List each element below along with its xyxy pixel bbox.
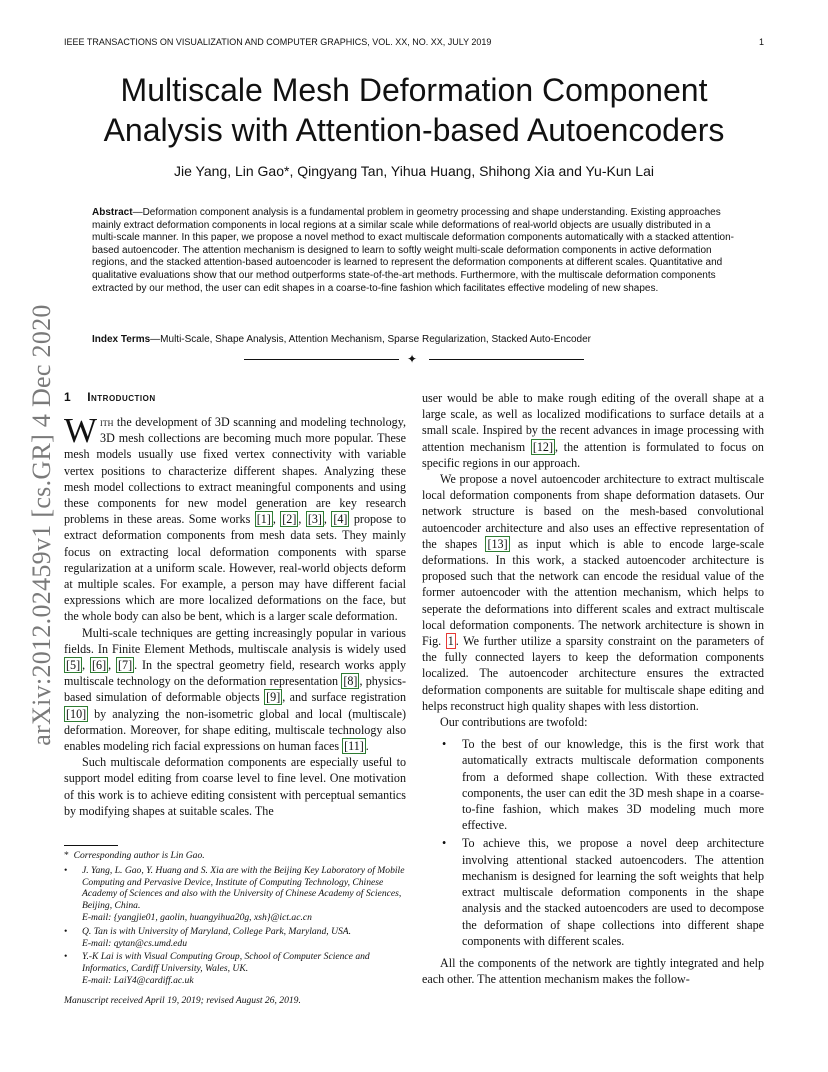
intro-paragraph-2: Multi-scale techniques are getting increasingly popular in various fields. In Finite Element Methods, multiscale analysis is widely used [5] , [6] , [7] . In the spectral geometry field, research works apply multiscale technology on the deformation representation [8] , physics-based simulation of deformable objects [9] , and surface registration [10] by analyzing the non-isometric global and local (multiscale) deformation. Moreover, for shape editing, multiscale technology also enables modeling rich facial expressions on human faces [11] .: [64, 625, 407, 754]
manuscript-dates: Manuscript received April 19, 2019; revised August 26, 2019.: [64, 994, 301, 1006]
intro-paragraph-1: With the development of 3D scanning and modeling technology, 3D mesh collections are becoming much more popular. These mesh models usually use fixed vertex connectivity with variable vertex positions to characterize different shapes. Analyzing these mesh model collections to extract meaningful components and using these components for new model generation are key research problems in these areas. Some works [1] , [2] , [3] , [4] propose to extract deformation components from mesh data sets. They mainly focus on extracting local deformation components with sparse regularization at a uniform scale. However, real-world objects deform at multiple scales. For example, a person may have different facial expressions which are more localized deformations on the face, but the whole body can also be bent, which is a larger scale deformation.: [64, 411, 406, 624]
citation-link[interactable]: [11]: [344, 739, 364, 754]
citation-link[interactable]: [2]: [282, 512, 297, 527]
right-column: [422, 390, 764, 987]
bullet-icon: •: [442, 737, 447, 752]
affiliation-item: • Q. Tan is with University of Maryland, College Park, Maryland, USA. E-mail: qytan@cs.umd.edu: [64, 925, 352, 949]
left-column: [64, 411, 407, 819]
section-number: 1: [64, 390, 72, 404]
citation-link[interactable]: [13]: [487, 536, 508, 551]
affiliation-item: • J. Yang, L. Gao, Y. Huang and S. Xia are with the Beijing Key Laboratory of Mobile Computing and Pervasive Device, Institute of Computing Technology, Chinese Academy of Sciences and also with the University of Chinese Academy of Sciences, Beijing, China. E-mail: {yangjie01, gaolin, huangyihua20g, xsh}@ict.ac.cn: [64, 864, 405, 923]
running-header: [64, 37, 764, 51]
bullet-icon: •: [64, 951, 68, 963]
divider-line-right: [429, 359, 584, 360]
section-divider: [244, 352, 584, 366]
section-heading: [64, 390, 156, 404]
author-list: Jie Yang, Lin Gao*, Qingyang Tan, Yihua Huang, Shihong Xia and Yu-Kun Lai: [174, 163, 654, 179]
intro-paragraph-3: Such multiscale deformation components are especially useful to support model editing from coarse level to fine level. One motivation of this work is to achieve editing consistent with perceptual semantics by modifying shapes at suitable scales. The: [64, 755, 406, 818]
index-terms-label: Index Terms: [92, 334, 151, 345]
paper-title: [40, 70, 788, 150]
bullet-icon: •: [64, 864, 68, 876]
intro-paragraph-5: We propose a novel autoencoder architecture to extract multiscale local deformation components from shape deformation datasets. Our network structure is based on the mesh-based convolutional autoencoder architecture and also uses an effective representation of the shapes [13] as input which is able to encode large-scale deformations. In this work, a stacked autoencoder architecture is proposed such that the network can encode the residual value of the former autoencoder with the attention mechanism, which helps to seperate the deformations into different scales and extract multiscale local deformation components. The network architecture is shown in Fig. 1 . We further utilize a sparsity constraint on the parameters of the fully connected layers to keep the deformation components localized. The autoencoder architecture ensures the extracted deformation components are suitable for multiscale shape editing and helps reconstruct high quality shapes with less distortion.: [422, 472, 764, 713]
page-number: 1: [758, 37, 764, 47]
dropcap-continuation: ith: [100, 415, 114, 429]
index-terms: [92, 334, 736, 347]
index-terms-text: —Multi-Scale, Shape Analysis, Attention Mechanism, Sparse Regularization, Stacked Auto-Encoder: [150, 334, 591, 345]
citation-link[interactable]: [12]: [532, 439, 553, 454]
figure-link[interactable]: 1: [447, 634, 454, 649]
bullet-icon: •: [442, 836, 447, 851]
citation-link[interactable]: [10]: [66, 706, 87, 721]
contribution-item: • To achieve this, we propose a novel deep architecture involving attentional stacked autoencoders. The attention mechanism is designed for learning the soft weights that help extract multiscale deformation components in the shape analysis and the stacked autoencoders are used to decompose the deformation of shape collections into different shape components with different scales.: [442, 836, 764, 948]
arxiv-stamp: [22, 290, 62, 760]
divider-line-left: [244, 359, 399, 360]
citation-link[interactable]: [6]: [92, 658, 107, 673]
citation-link[interactable]: [9]: [266, 690, 281, 705]
citation-link[interactable]: [7]: [118, 658, 133, 673]
intro-paragraph-6: All the components of the network are tightly integrated and help each other. The attention mechanism makes the follow-: [422, 955, 764, 987]
citation-link[interactable]: [5]: [66, 658, 81, 673]
paper-title-line-2: Analysis with Attention-based Autoencoders: [103, 112, 725, 148]
corresponding-author-note: * Corresponding author is Lin Gao.: [64, 850, 205, 861]
citation-link[interactable]: [3]: [307, 512, 322, 527]
bullet-icon: •: [64, 925, 68, 937]
dropcap: W: [64, 411, 98, 450]
footnote-rule: [64, 845, 118, 846]
contribution-item: • To the best of our knowledge, this is the first work that automatically extracts multiscale deformation components from a deformed shape collection. With these extracted components, the user can edit the 3D mesh shape in a coarse-to-fine fashion, which makes 3D modeling much more effective.: [442, 737, 764, 833]
intro-paragraph-4: user would be able to make rough editing of the overall shape at a large scale, as well as localized modifications to surface details at a small scale. Inspired by the recent advances in image processing with attention mechanism [12] , the attention is formulated to focus on specific regions in our approach.: [422, 391, 764, 470]
abstract: [92, 207, 736, 295]
divider-ornament-icon: ✦: [407, 352, 418, 366]
footnotes: [64, 850, 406, 1007]
affiliation-item: • Y.-K Lai is with Visual Computing Group, School of Computer Science and Informatics, Cardiff University, Wales, UK. E-mail: LaiY4@cardiff.ac.uk: [64, 951, 370, 986]
abstract-text: —Deformation component analysis is a fundamental problem in geometry processing and shape understanding. Existing approaches mainly extract deformation components in local regions at a similar scale while deformations of real-world objects are usually distributed in a multi-scale manner. In this paper, we propose a novel method to exact multiscale deformation components automatically with a stacked attention-based autoencoder. The attention mechanism is designed to learn to softly weight multi-scale deformation components in active deformation regions, and the stacked attention-based autoencoder is learned to represent the deformation components at different scales. Quantitative and qualitative evaluations show that our method outperforms state-of-the-art methods. Furthermore, with the multiscale deformation components extracted by our method, the user can edit shapes in a coarse-to-fine fashion which facilitates effective modeling of new shapes.: [92, 207, 735, 294]
arxiv-identifier[interactable]: arXiv:2012.02459v1 [cs.GR] 4 Dec 2020: [27, 304, 56, 746]
abstract-label: Abstract: [92, 207, 133, 218]
journal-name: IEEE TRANSACTIONS ON VISUALIZATION AND COMPUTER GRAPHICS, VOL. XX, NO. XX, JULY 2019: [64, 37, 492, 47]
citation-link[interactable]: [4]: [333, 512, 348, 527]
contributions-list: [422, 736, 764, 949]
paper-title-line-1: Multiscale Mesh Deformation Component: [120, 72, 708, 108]
citation-link[interactable]: [1]: [256, 512, 271, 527]
contributions-intro: Our contributions are twofold:: [440, 715, 588, 730]
citation-link[interactable]: [8]: [343, 674, 358, 689]
section-title: Introduction: [87, 390, 156, 404]
